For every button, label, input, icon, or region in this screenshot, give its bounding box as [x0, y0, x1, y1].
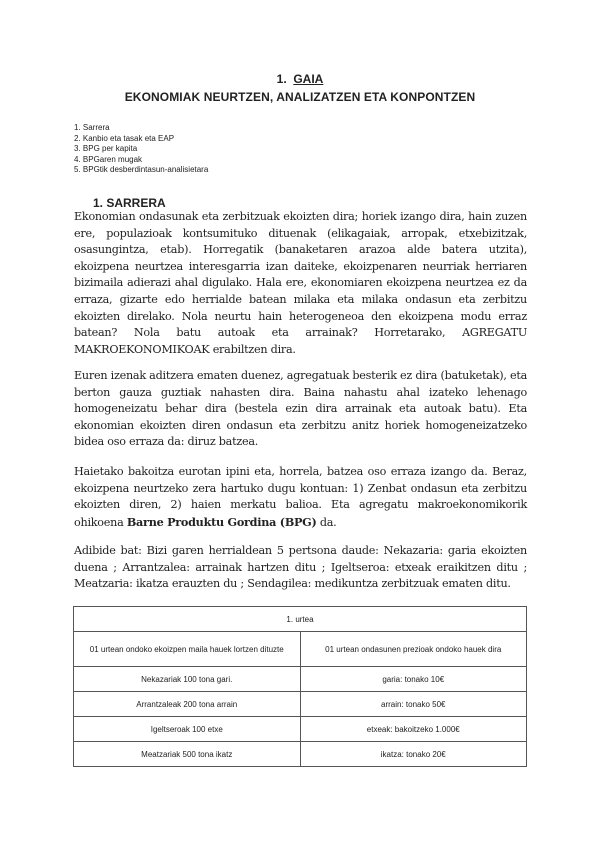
section-heading: 1. SARRERA — [93, 196, 166, 210]
table-cell-price: arrain: tonako 50€ — [300, 692, 527, 717]
chapter-number-label: 1. — [276, 72, 287, 86]
paragraph-bpg-text-1: Haietako bakoitza eurotan ipini eta, horrela, batzea oso erraza izango da. Beraz, ekoizpena neurtzeko zera hartuko dugu kontuan: 1) Zenbat ondasun eta zerbitzu ekoizten diren, 2) haien merkatu balioa. Eta agregatu makroekonomikorik ohikoena — [74, 465, 527, 529]
paragraph-bpg-text-2: da. — [316, 515, 337, 529]
toc-item: 5. BPGtik desberdintasun-analisietara — [74, 165, 209, 174]
table-cell-production: Meatzariak 500 tona ikatz — [74, 742, 301, 767]
table-col-price-header: 01 urtean ondasunen prezioak ondoko hauek dira — [300, 632, 527, 667]
table-row — [74, 692, 527, 717]
chapter-number — [0, 72, 600, 86]
table-row — [74, 667, 527, 692]
bpg-term: Barne Produktu Gordina (BPG) — [126, 514, 317, 529]
table-cell-production: Nekazariak 100 tona gari. — [74, 667, 301, 692]
toc-item: 4. BPGaren mugak — [74, 154, 143, 164]
toc-item: 2. Kanbio eta tasak eta EAP — [74, 133, 175, 143]
page-title: EKONOMIAK NEURTZEN, ANALIZATZEN ETA KONPONTZEN — [124, 90, 476, 104]
table-header-year: 1. urtea — [74, 607, 527, 632]
table-col-production-header: 01 urtean ondoko ekoizpen maila hauek lortzen dituzte — [74, 632, 301, 667]
paragraph-intro: Ekonomian ondasunak eta zerbitzuak ekoizten dira; horiek izango dira, hain zuzen ere, populazioak kontsumituko dituenak (elikagaiak, arropak, etxebizitzak, osasungintza, etab). Horregatik (banaketaren arazoa alde batera utzita), ekoizpena neurtzea interesgarria izan daiteke, ekoizpenaren neurriak herriaren bizimaila adierazi ahal digulako. Hala ere, ekonomiaren ekoizpena neurtzea ez da erraza, gizarte edo herrialde batean milaka eta milaka ondasun eta zerbitzu ekoizten direlako. Nola neurtu hain heterogeneoa den ekoizpena modu erraz batean? Nola batu autoak eta arrainak? Horretarako, AGREGATU MAKROEKONOMIKOAK erabiltzen dira. — [74, 210, 527, 356]
table-row — [74, 717, 527, 742]
toc-item: 3. BPG per kapita — [74, 144, 138, 153]
toc-item: 1. Sarrera — [74, 123, 110, 132]
chapter-gaia-label: GAIA — [293, 72, 324, 86]
paragraph-example: Adibide bat: Bizi garen herrialdean 5 pertsona daude: Nekazaria: garia ekoizten duena ; Arrantzalea: arrainak hartzen ditu ; Igeltseroa: etxeak eraikitzen ditu ; Meatzaria: ikatza erauzten du ; Sendagilea: medikuntza zerbitzuak ematen ditu. — [74, 544, 527, 591]
table-row — [74, 742, 527, 767]
table-cell-price: ikatza: tonako 20€ — [300, 742, 527, 767]
table-cell-production: Arrantzaleak 200 tona arrain — [74, 692, 301, 717]
paragraph-aggregates: Euren izenak aditzera ematen duenez, agregatuak besterik ez dira (batuketak), eta berton gauza guztiak nahasten dira. Baina nahastu ahal izateko lehenago homogeneizatu behar dira (bestela ezin dira arrainak eta autoak batu). Eta ekonomian ekoizten diren ondasun eta zerbitzu anitz horiek homogeneizatzeko bidea oso erraza da: diruz batzea. — [74, 369, 527, 449]
table-cell-price: garia: tonako 10€ — [300, 667, 527, 692]
production-table — [73, 606, 527, 767]
table-of-contents — [74, 123, 208, 176]
table-cell-price: etxeak: bakoitzeko 1.000€ — [300, 717, 527, 742]
paragraph-bpg — [74, 464, 527, 531]
table-cell-production: Igeltseroak 100 etxe — [74, 717, 301, 742]
